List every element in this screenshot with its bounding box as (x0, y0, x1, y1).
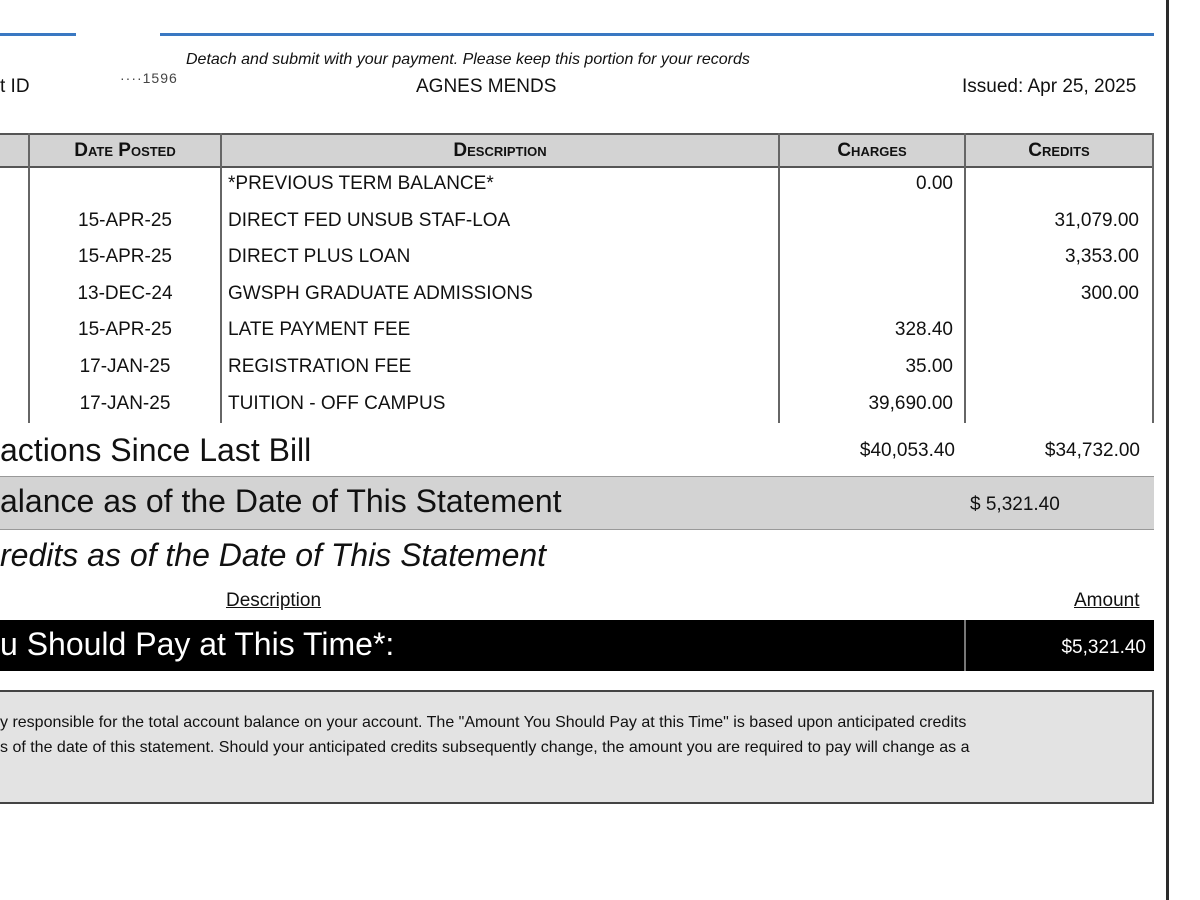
table-header (0, 133, 1154, 168)
row-credits: 300.00 (1080, 283, 1139, 304)
col-header-date: Date Posted (74, 140, 176, 161)
row-description: DIRECT FED UNSUB STAF-LOA (228, 210, 511, 231)
row-date: 17-JAN-25 (79, 393, 171, 414)
row-description: *PREVIOUS TERM BALANCE* (228, 173, 494, 194)
row-description: TUITION - OFF CAMPUS (228, 393, 446, 414)
amount-due-label: u Should Pay at This Time*: (0, 626, 395, 662)
row-date: 15-APR-25 (78, 210, 172, 231)
col-header-charges: Charges (837, 140, 907, 161)
notice-line-2: s of the date of this statement. Should your anticipated credits subsequently change, the amount you are required to pay will change as a (0, 739, 970, 756)
row-credits: 31,079.00 (1054, 210, 1139, 231)
issued-date: Issued: Apr 25, 2025 (962, 76, 1137, 97)
responsibility-notice (0, 690, 1154, 804)
row-date: 15-APR-25 (78, 319, 172, 340)
row-description: DIRECT PLUS LOAN (228, 246, 411, 267)
balance-amount: $ 5,321.40 (970, 494, 1060, 515)
row-credits: 3,353.00 (1065, 246, 1139, 267)
table-row (0, 386, 1154, 422)
table-row (0, 276, 1154, 312)
balance-row (0, 476, 1154, 530)
top-rule-right (160, 33, 1154, 36)
row-date: 13-DEC-24 (77, 283, 173, 304)
student-id-label: t ID (0, 76, 30, 97)
row-description: GWSPH GRADUATE ADMISSIONS (228, 283, 533, 304)
student-id-value: ····1596 (120, 70, 178, 86)
amount-due-value: $5,321.40 (1061, 637, 1146, 658)
amount-due-row (0, 620, 1154, 671)
row-charges: 0.00 (916, 173, 953, 194)
table-row (0, 239, 1154, 275)
top-rule-left (0, 33, 76, 36)
transactions-total-row (0, 430, 1154, 474)
table-row (0, 203, 1154, 239)
table-row (0, 166, 1154, 202)
detach-note: Detach and submit with your payment. Please keep this portion for your records (186, 51, 750, 68)
student-name: AGNES MENDS (416, 76, 557, 97)
balance-label: alance as of the Date of This Statement (0, 483, 562, 519)
row-charges: 35.00 (905, 356, 953, 377)
row-charges: 39,690.00 (868, 393, 953, 414)
anticipated-amount-header: Amount (1074, 590, 1140, 611)
total-credits: $34,732.00 (1044, 440, 1140, 461)
total-charges: $40,053.40 (859, 440, 955, 461)
anticipated-credits-label: redits as of the Date of This Statement (0, 537, 547, 573)
page-right-border (1166, 0, 1169, 900)
table-row (0, 349, 1154, 385)
row-charges: 328.40 (894, 319, 953, 340)
col-header-credits: Credits (1028, 140, 1090, 161)
row-date: 15-APR-25 (78, 246, 172, 267)
row-description: REGISTRATION FEE (228, 356, 412, 377)
transactions-total-label: actions Since Last Bill (0, 432, 312, 468)
table-row (0, 312, 1154, 348)
row-description: LATE PAYMENT FEE (228, 319, 411, 340)
notice-line-1: y responsible for the total account balance on your account. The "Amount You Should Pay at this Time" is based upon anticipated credits (0, 714, 967, 731)
anticipated-description-header: Description (226, 590, 322, 611)
row-date: 17-JAN-25 (79, 356, 171, 377)
col-header-description: Description (453, 140, 547, 161)
